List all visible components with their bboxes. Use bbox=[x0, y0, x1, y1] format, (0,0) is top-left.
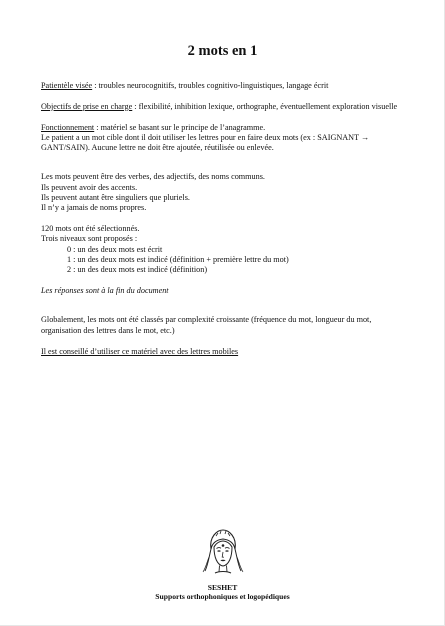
document-body bbox=[41, 81, 409, 357]
patients-text: : troubles neurocognitifs, troubles cognitivo-linguistiques, langage écrit bbox=[92, 81, 329, 90]
level-item: 2 : un des deux mots est indicé (définition) bbox=[67, 265, 208, 275]
patients-label: Patientèle visée bbox=[41, 81, 93, 90]
brand-tagline: Supports orthophoniques et logopédiques bbox=[155, 592, 290, 601]
functioning-paragraph bbox=[41, 123, 409, 133]
answers-note: Les réponses sont à la fin du document bbox=[41, 286, 169, 296]
level-item: 1 : un des deux mots est indicé (définition + première lettre du mot) bbox=[67, 255, 289, 265]
levels-intro: Trois niveaux sont proposés : bbox=[41, 234, 138, 244]
word-note: Il n’y a jamais de noms propres. bbox=[41, 203, 147, 213]
patients-paragraph bbox=[41, 81, 409, 91]
objectives-paragraph bbox=[41, 102, 409, 112]
word-note: Ils peuvent autant être singuliers que pluriels. bbox=[41, 193, 190, 203]
functioning-example: Le patient a un mot cible dont il doit utiliser les lettres pour en faire deux mots (ex : SAIGNANT → GANT/SAIN). Aucune lettre ne doit être ajoutée, réutilisée ou enlevée. bbox=[41, 132, 370, 153]
objectives-text: : flexibilité, inhibition lexique, orthographe, éventuellement exploration visuelle bbox=[132, 101, 398, 111]
objectives-label: Objectifs de prise en charge bbox=[41, 101, 133, 111]
seshet-logo-icon bbox=[197, 527, 249, 575]
word-note: Les mots peuvent être des verbes, des adjectifs, des noms communs. bbox=[41, 172, 265, 182]
advice-paragraph: Il est conseillé d’utiliser ce matériel avec des lettres mobiles bbox=[41, 346, 239, 356]
level-item: 0 : un des deux mots est écrit bbox=[67, 244, 163, 254]
classification-paragraph: Globalement, les mots ont été classés par complexité croissante (fréquence du mot, longueur du mot, organisation des lettres dans le mot, etc.) bbox=[41, 315, 372, 335]
document-title: 2 mots en 1 bbox=[187, 43, 258, 59]
functioning-label: Fonctionnement bbox=[41, 122, 95, 132]
brand-name: SESHET bbox=[207, 583, 238, 592]
word-note: Ils peuvent avoir des accents. bbox=[41, 182, 138, 192]
functioning-text: : matériel se basant sur le principe de l’anagramme. bbox=[94, 122, 266, 132]
selection-count: 120 mots ont été sélectionnés. bbox=[41, 224, 140, 234]
footer bbox=[0, 527, 445, 601]
